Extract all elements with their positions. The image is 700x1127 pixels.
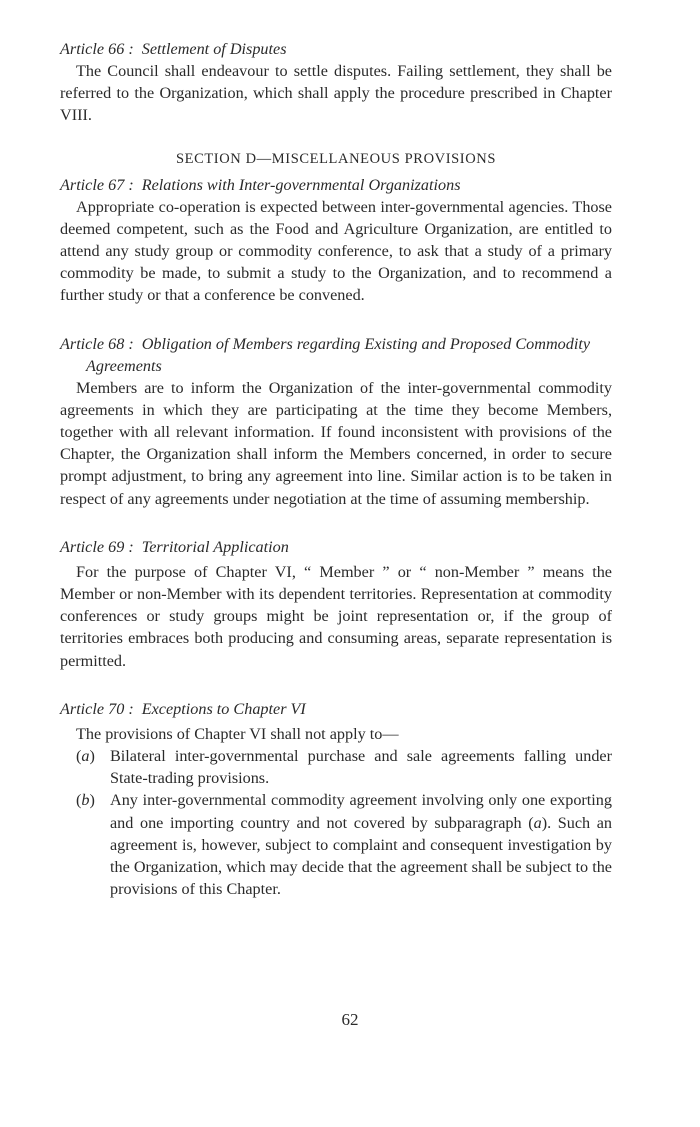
section-d-label: SECTION D—MISCELLANEOUS PROVISIONS: [175, 150, 497, 167]
item-b-marker: (b): [76, 791, 95, 810]
page-number: 62: [341, 1010, 359, 1029]
article-70-item-b: [60, 789, 612, 900]
item-a-letter: a: [81, 747, 90, 766]
article-70-number: Article 70 :: [60, 699, 134, 718]
article-66-number: Article 66 :: [60, 40, 134, 58]
article-69-number: Article 69 :: [60, 537, 134, 556]
article-67: [60, 174, 612, 307]
article-70: [60, 698, 612, 901]
article-69-body: For the purpose of Chapter VI, “ Member ” or “ non-Member ” means the Member or non-Member with its dependent territories. Representation at commodity conferences or study groups might be joint representation or, if the group of territories embraces both producing and consuming areas, separate representation is permitted.: [60, 562, 612, 670]
item-b-letter: b: [81, 791, 90, 810]
article-70-item-a: [60, 745, 612, 789]
article-70-title: Exceptions to Chapter VI: [141, 699, 306, 718]
item-b-text-after: ). Such an agreement is, however, subject to complaint and consequent investigation by the Organization, which may decide that the agreement shall be subject to the provisions of this Chapter.: [110, 813, 612, 899]
article-67-title: Relations with Inter-governmental Organizations: [141, 175, 461, 194]
article-68: [60, 333, 612, 510]
article-67-heading: [60, 174, 612, 196]
article-66-heading: [60, 38, 612, 60]
article-69-title: Territorial Application: [141, 537, 289, 556]
article-70-heading: [60, 698, 612, 720]
article-68-heading: [60, 333, 612, 377]
item-b-text-ref: a: [533, 813, 542, 832]
article-66-title: Settlement of Disputes: [141, 40, 287, 58]
article-67-body: Appropriate co-operation is expected between inter-governmental agencies. Those deemed competent, such as the Food and Agriculture Organization, are entitled to attend any study group or commodity conference, to ask that a study of a primary commodity be made, to submit a study to the Organization, and to recommend a further study or that a conference be convened.: [60, 197, 612, 305]
article-69-heading: [60, 536, 612, 558]
item-b-text-before: Any inter-governmental commodity agreement involving only one exporting and one importing country and not covered by subparagraph (: [110, 791, 612, 832]
article-68-title: Obligation of Members regarding Existing and Proposed Commodity Agreements: [86, 334, 591, 375]
item-a-text: Bilateral inter-governmental purchase and sale agreements falling under State-trading provisions.: [110, 747, 612, 788]
article-68-body: Members are to inform the Organization of the inter-governmental commodity agreements in which they are participating at the time they become Members, together with all relevant information. If found inconsistent with provisions of the Chapter, the Organization shall inform the Members concerned, in order to secure prompt adjustment, to bring any agreement into line. Similar action is to be taken in respect of any agreements under negotiation at the time of assuming membership.: [60, 378, 612, 508]
article-69: [60, 536, 612, 672]
section-d-heading: [60, 148, 612, 170]
article-66: [60, 38, 612, 127]
document-page: [60, 38, 612, 900]
article-67-number: Article 67 :: [60, 175, 134, 194]
article-68-number: Article 68 :: [60, 334, 134, 353]
item-a-marker: (a): [76, 747, 95, 766]
article-66-body: The Council shall endeavour to settle disputes. Failing settlement, they shall be referred to the Organization, which shall apply the procedure prescribed in Chapter VIII.: [60, 62, 612, 125]
article-70-intro: The provisions of Chapter VI shall not apply to—: [76, 724, 399, 743]
